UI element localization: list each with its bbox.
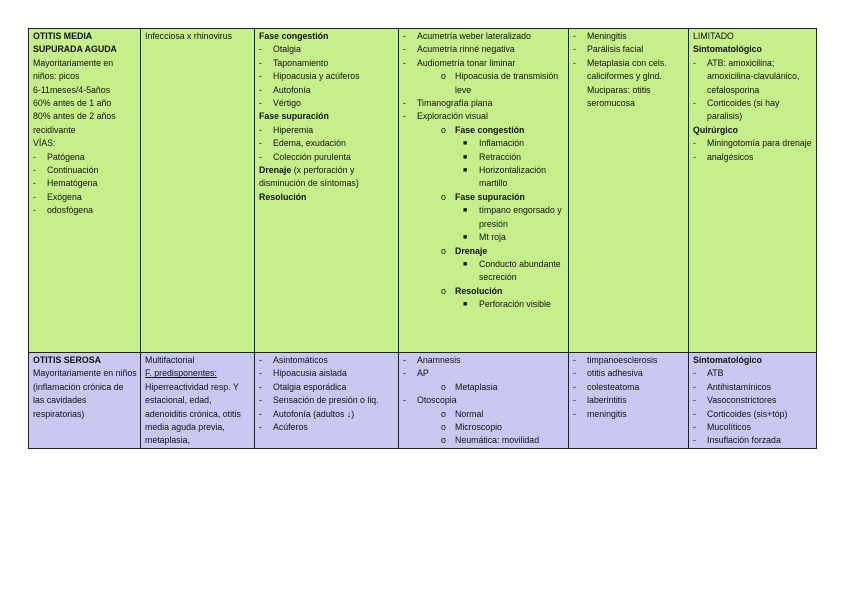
section-heading: Fase supuración [259, 111, 329, 122]
list-item: o Metaplasia [441, 381, 498, 392]
list-item: - Otoscopia [403, 395, 457, 406]
list-item: - Anamnesis [403, 355, 461, 365]
table-row [29, 353, 817, 449]
list-item: o Fase congestión [441, 124, 525, 135]
cell-text: 80% antes de 2 años [33, 111, 116, 122]
cell-clinic [255, 353, 399, 449]
cell-treatment [689, 353, 817, 449]
list-item: o Resolución [441, 285, 503, 296]
list-item: o Normal [441, 408, 484, 419]
list-item: - Corticoides (sis+tóp) [693, 408, 788, 419]
list-item: - Hipoacusia aislada [259, 368, 347, 379]
cell-text: 60% antes de 1 año [33, 98, 112, 109]
list-item: - meningitis [573, 408, 627, 419]
cell-disease [29, 29, 141, 353]
list-item: ■ Perforación visible [463, 299, 551, 310]
list-item: - Exógena [33, 191, 82, 202]
section-heading: Drenaje (x perforación y disminución de síntomas) [259, 165, 359, 189]
list-item: - Sensación de presión o liq. [259, 395, 379, 406]
list-item: - Mucolíticos [693, 422, 751, 433]
list-item: - laberintitis [573, 395, 627, 406]
list-item: - Colección purulenta [259, 151, 351, 162]
list-item: - ATB [693, 368, 724, 379]
cell-disease [29, 353, 141, 449]
list-item: o Fase supuración [441, 191, 525, 202]
cell-diagnosis [399, 29, 569, 353]
list-item: o Hipoacusia de transmisión leve [441, 71, 559, 95]
list-item: - Audiometría tonar liminar [403, 57, 516, 68]
list-item: - Timanografía plana [403, 98, 493, 109]
cell-treatment [689, 29, 817, 353]
disease-title: OTITIS MEDIA [33, 31, 93, 41]
cell-clinic [255, 29, 399, 353]
cell-text: F. predisponentes: [145, 368, 217, 379]
section-heading: Quirúrgico [693, 124, 738, 135]
otitis-table [28, 28, 817, 449]
section-heading: Fase congestión [259, 31, 329, 41]
list-item: - AP [403, 368, 429, 379]
section-heading: Sintomatológico [693, 44, 762, 55]
cell-text: (inflamación crónica de las cavidades respiratorias) [33, 381, 124, 419]
list-item: - analgésicos [693, 151, 754, 162]
list-item: - Hipoacusia y acúferos [259, 71, 360, 82]
list-item: - Vasoconstrictores [693, 395, 777, 406]
list-item: - Hiperemia [259, 124, 314, 135]
list-item: - timpanoesclerosis [573, 355, 658, 365]
list-item: - Continuación [33, 165, 99, 176]
cell-text: Mayoritariamente en niños [33, 368, 137, 379]
list-item: ■ Retracción [463, 151, 522, 162]
list-item: ■ Conducto abundante secreción [463, 258, 561, 283]
cell-text: Infecciosa x rhinovirus [145, 31, 233, 41]
list-item: - Asintomáticos [259, 355, 328, 365]
list-item: - Otalgia esporádica [259, 381, 347, 392]
cell-diagnosis [399, 353, 569, 449]
list-item: - Taponamiento [259, 57, 329, 68]
list-item: - Insuflación forzada [693, 435, 781, 446]
list-item: - Hematógena [33, 178, 98, 189]
list-item: o Microscopio [441, 422, 502, 433]
cell-text: niños: picos [33, 71, 80, 82]
list-item: ■ tímpano engorsado y presión [463, 205, 562, 229]
section-heading: Sintomatológico [693, 355, 762, 365]
list-item: - Exploración visual [403, 111, 488, 122]
list-item: ■ Horizontalización martillo [463, 165, 546, 189]
list-item: - Parálisis facial [573, 44, 644, 55]
disease-title: OTITIS SEROSA [33, 355, 101, 365]
list-item: - colesteatoma [573, 381, 640, 392]
cell-text: recidivante [33, 124, 76, 135]
cell-text: Mayoritariamente en [33, 57, 114, 68]
list-item: - Acumetría weber lateralizado [403, 31, 531, 41]
table-row [29, 29, 817, 353]
list-item: - Patógena [33, 151, 85, 162]
list-item: - Autofonía (adultos ↓) [259, 408, 355, 419]
list-item: - Miningotomía para drenaje [693, 138, 812, 149]
list-item: - Vértigo [259, 98, 301, 109]
cell-text: Hiperreactividad resp. Y estacional, edad, adenoiditis crónica, otitis media aguda previa, metaplasia, [145, 381, 241, 446]
cell-etiology [141, 29, 255, 353]
list-item: - Meningitis [573, 31, 627, 41]
list-item: - Autofonía [259, 84, 311, 95]
list-item: o Drenaje [441, 245, 488, 256]
cell-complications [569, 353, 689, 449]
cell-etiology [141, 353, 255, 449]
list-item: - Corticoides (si hay paralisis) [693, 98, 780, 122]
cell-text: Multifactorial [145, 355, 195, 365]
list-item: ■ Inflamación [463, 138, 524, 149]
list-item: - otitis adhesiva [573, 368, 643, 379]
list-item: - Otalgia [259, 44, 301, 55]
section-heading: Resolución [259, 191, 307, 202]
disease-title: SUPURADA AGUDA [33, 44, 117, 55]
list-item: - Antihistamínicos [693, 381, 772, 392]
list-item: - Acumetría rinné negativa [403, 44, 515, 55]
list-item: - Edema, exudación [259, 138, 346, 149]
list-item: o Neumática: movilidad [441, 435, 540, 446]
cell-text: VÍAS: [33, 138, 56, 149]
list-item: ■ Mt roja [463, 232, 506, 243]
list-item: - Acúferos [259, 422, 308, 433]
cell-text: LIMITADO [693, 31, 734, 41]
list-item: - ATB: amoxicilina; amoxicilina-clavulánico, cefalosporina [693, 57, 800, 95]
list-item: - odosfógena [33, 205, 93, 216]
list-item: - Metaplasia con cels. caliciformes y glnd. Muciparas: otitis seromucosa [573, 57, 667, 109]
cell-complications [569, 29, 689, 353]
cell-text: 6-11meses/4-5años [33, 84, 111, 95]
